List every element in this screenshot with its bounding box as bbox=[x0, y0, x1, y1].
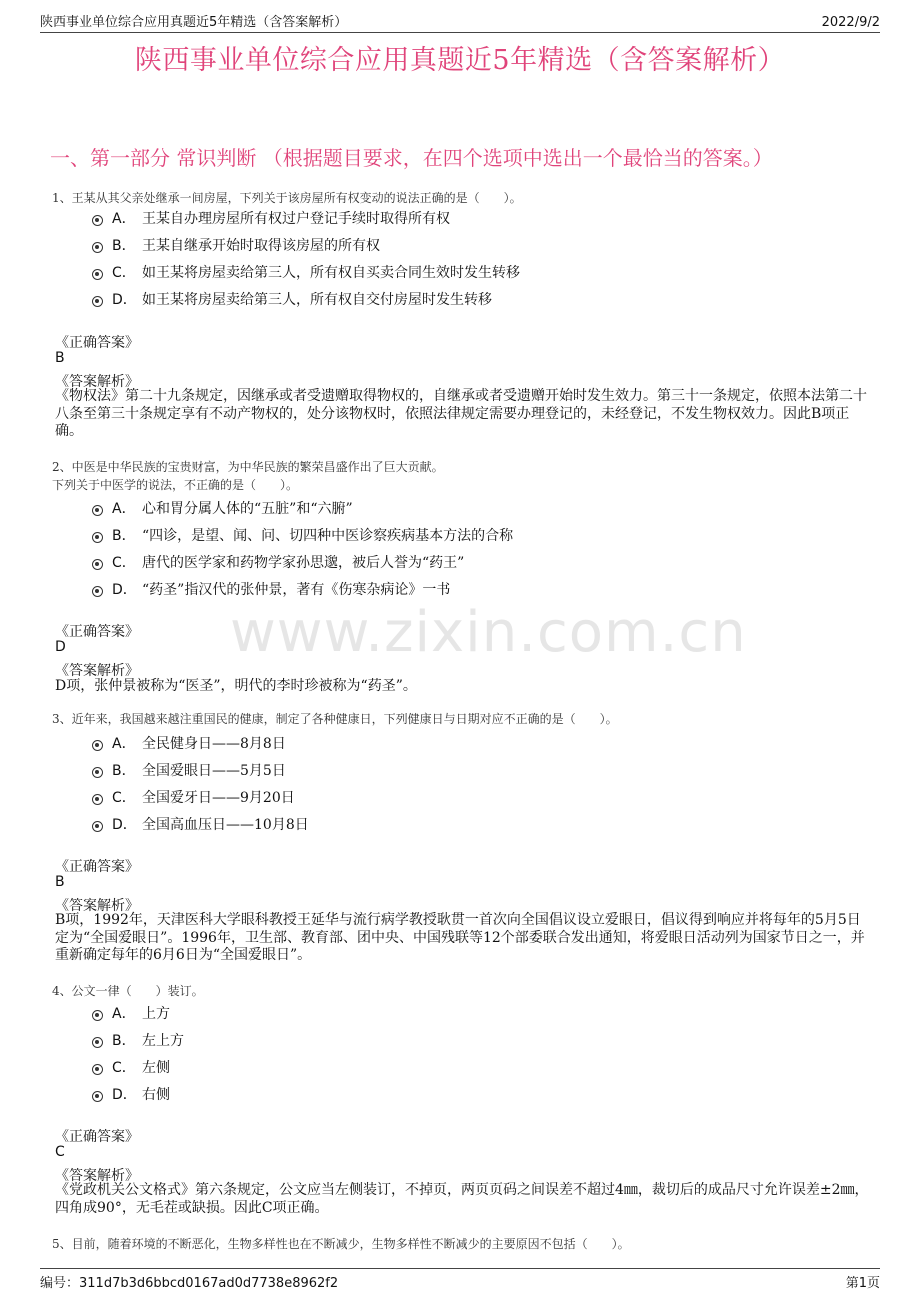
radio-icon[interactable] bbox=[92, 505, 103, 516]
question-5-stem: 5、目前，随着环境的不断恶化，生物多样性也在不断减少，生物多样性不断减少的主要原因不包括（ ）。 bbox=[52, 1237, 630, 1251]
question-2-option-b[interactable]: B． “四诊，是望、闻、问、切四种中医诊察疾病基本方法的合称 bbox=[92, 525, 513, 545]
correct-answer-label: 《正确答案》 bbox=[55, 624, 139, 640]
page-header bbox=[40, 8, 880, 33]
correct-answer-label: 《正确答案》 bbox=[55, 335, 139, 351]
radio-icon[interactable] bbox=[92, 559, 103, 570]
radio-icon[interactable] bbox=[92, 215, 103, 226]
radio-icon[interactable] bbox=[92, 532, 103, 543]
radio-icon[interactable] bbox=[92, 1064, 103, 1075]
analysis-label: 《答案解析》 bbox=[55, 898, 139, 914]
header-doc-title: 陕西事业单位综合应用真题近5年精选（含答案解析） bbox=[40, 15, 348, 30]
radio-icon[interactable] bbox=[92, 821, 103, 832]
question-1-option-a[interactable]: A． 王某自办理房屋所有权过户登记手续时取得所有权 bbox=[92, 208, 450, 228]
question-4-analysis: 《党政机关公文格式》第六条规定，公文应当左侧装订，不掉页，两页页码之间误差不超过4㎜，裁切后的成品尺寸允许误差±2㎜，四角成90°，无毛茬或缺损。因此C项正确。 bbox=[55, 1182, 869, 1216]
radio-icon[interactable] bbox=[92, 296, 103, 307]
question-3-answer: B bbox=[55, 874, 65, 890]
question-2-stem-line2: 下列关于中医学的说法，不正确的是（ ）。 bbox=[52, 478, 299, 492]
question-2-answer: D bbox=[55, 639, 66, 655]
radio-icon[interactable] bbox=[92, 269, 103, 280]
question-1-option-b[interactable]: B． 王某自继承开始时取得该房屋的所有权 bbox=[92, 235, 380, 255]
question-2-option-d[interactable]: D． “药圣”指汉代的张仲景，著有《伤寒杂病论》一书 bbox=[92, 579, 450, 599]
radio-icon[interactable] bbox=[92, 242, 103, 253]
radio-icon[interactable] bbox=[92, 1010, 103, 1021]
analysis-label: 《答案解析》 bbox=[55, 663, 139, 679]
radio-icon[interactable] bbox=[92, 740, 103, 751]
radio-icon[interactable] bbox=[92, 586, 103, 597]
question-4-option-b[interactable]: B． 左上方 bbox=[92, 1030, 184, 1050]
correct-answer-label: 《正确答案》 bbox=[55, 1129, 139, 1145]
question-3-option-c[interactable]: C． 全国爱牙日——9月20日 bbox=[92, 787, 295, 807]
question-3-stem: 3、近年来，我国越来越注重国民的健康，制定了各种健康日，下列健康日与日期对应不正确的是（ ）。 bbox=[52, 712, 618, 726]
question-1-analysis: 《物权法》第二十九条规定，因继承或者受遗赠取得物权的，自继承或者受遗赠开始时发生效力。第三十一条规定，依照本法第二十八条至第三十条规定享有不动产物权的，处分该物权时，依照法律规定需要办理登记的，未经登记，不发生物权效力。因此B项正确。 bbox=[55, 388, 867, 439]
question-4-option-a[interactable]: A． 上方 bbox=[92, 1003, 170, 1023]
question-4-answer: C bbox=[55, 1144, 65, 1160]
watermark: www.zixin.com.cn bbox=[230, 600, 747, 665]
radio-icon[interactable] bbox=[92, 767, 103, 778]
document-id: 编号：311d7b3d6bbcd0167ad0d7738e8962f2 bbox=[40, 1275, 339, 1291]
analysis-label: 《答案解析》 bbox=[55, 1168, 139, 1184]
page-number: 第1页 bbox=[845, 1275, 880, 1291]
page-footer bbox=[40, 1268, 880, 1291]
question-2-analysis: D项，张仲景被称为“医圣”，明代的李时珍被称为“药圣”。 bbox=[55, 678, 417, 694]
radio-icon[interactable] bbox=[92, 1037, 103, 1048]
question-1-answer: B bbox=[55, 350, 65, 366]
question-1-stem: 1、王某从其父亲处继承一间房屋，下列关于该房屋所有权变动的说法正确的是（ ）。 bbox=[52, 191, 522, 205]
question-2-stem: 2、中医是中华民族的宝贵财富，为中华民族的繁荣昌盛作出了巨大贡献。 bbox=[52, 460, 444, 474]
question-2-option-c[interactable]: C． 唐代的医学家和药物学家孙思邈，被后人誉为“药王” bbox=[92, 552, 464, 572]
question-1-option-d[interactable]: D． 如王某将房屋卖给第三人，所有权自交付房屋时发生转移 bbox=[92, 289, 492, 309]
question-3-option-b[interactable]: B． 全国爱眼日——5月5日 bbox=[92, 760, 286, 780]
question-1-option-c[interactable]: C． 如王某将房屋卖给第三人，所有权自买卖合同生效时发生转移 bbox=[92, 262, 520, 282]
section-heading: 一、第一部分 常识判断 （根据题目要求，在四个选项中选出一个最恰当的答案。） bbox=[50, 146, 773, 170]
question-3-option-a[interactable]: A． 全民健身日——8月8日 bbox=[92, 733, 286, 753]
question-4-option-c[interactable]: C． 左侧 bbox=[92, 1057, 170, 1077]
question-3-analysis: B项，1992年，天津医科大学眼科教授王延华与流行病学教授耿贯一首次向全国倡议设立爱眼日，倡议得到响应并将每年的5月5日定为“全国爱眼日”。1996年，卫生部、教育部、团中央、中国残联等12个部委联合发出通知，将爱眼日活动列为国家节日之一，并重新确定每年的6月6日为“全国爱眼日”。 bbox=[55, 912, 865, 963]
question-3-option-d[interactable]: D． 全国高血压日——10月8日 bbox=[92, 814, 309, 834]
correct-answer-label: 《正确答案》 bbox=[55, 859, 139, 875]
radio-icon[interactable] bbox=[92, 1091, 103, 1102]
question-2-option-a[interactable]: A． 心和胃分属人体的“五脏”和“六腑” bbox=[92, 498, 353, 518]
analysis-label: 《答案解析》 bbox=[55, 374, 139, 390]
document-title: 陕西事业单位综合应用真题近5年精选（含答案解析） bbox=[134, 45, 786, 76]
radio-icon[interactable] bbox=[92, 794, 103, 805]
question-4-stem: 4、公文一律（ ）装订。 bbox=[52, 984, 204, 998]
question-4-option-d[interactable]: D． 右侧 bbox=[92, 1084, 170, 1104]
header-date: 2022/9/2 bbox=[821, 15, 880, 30]
